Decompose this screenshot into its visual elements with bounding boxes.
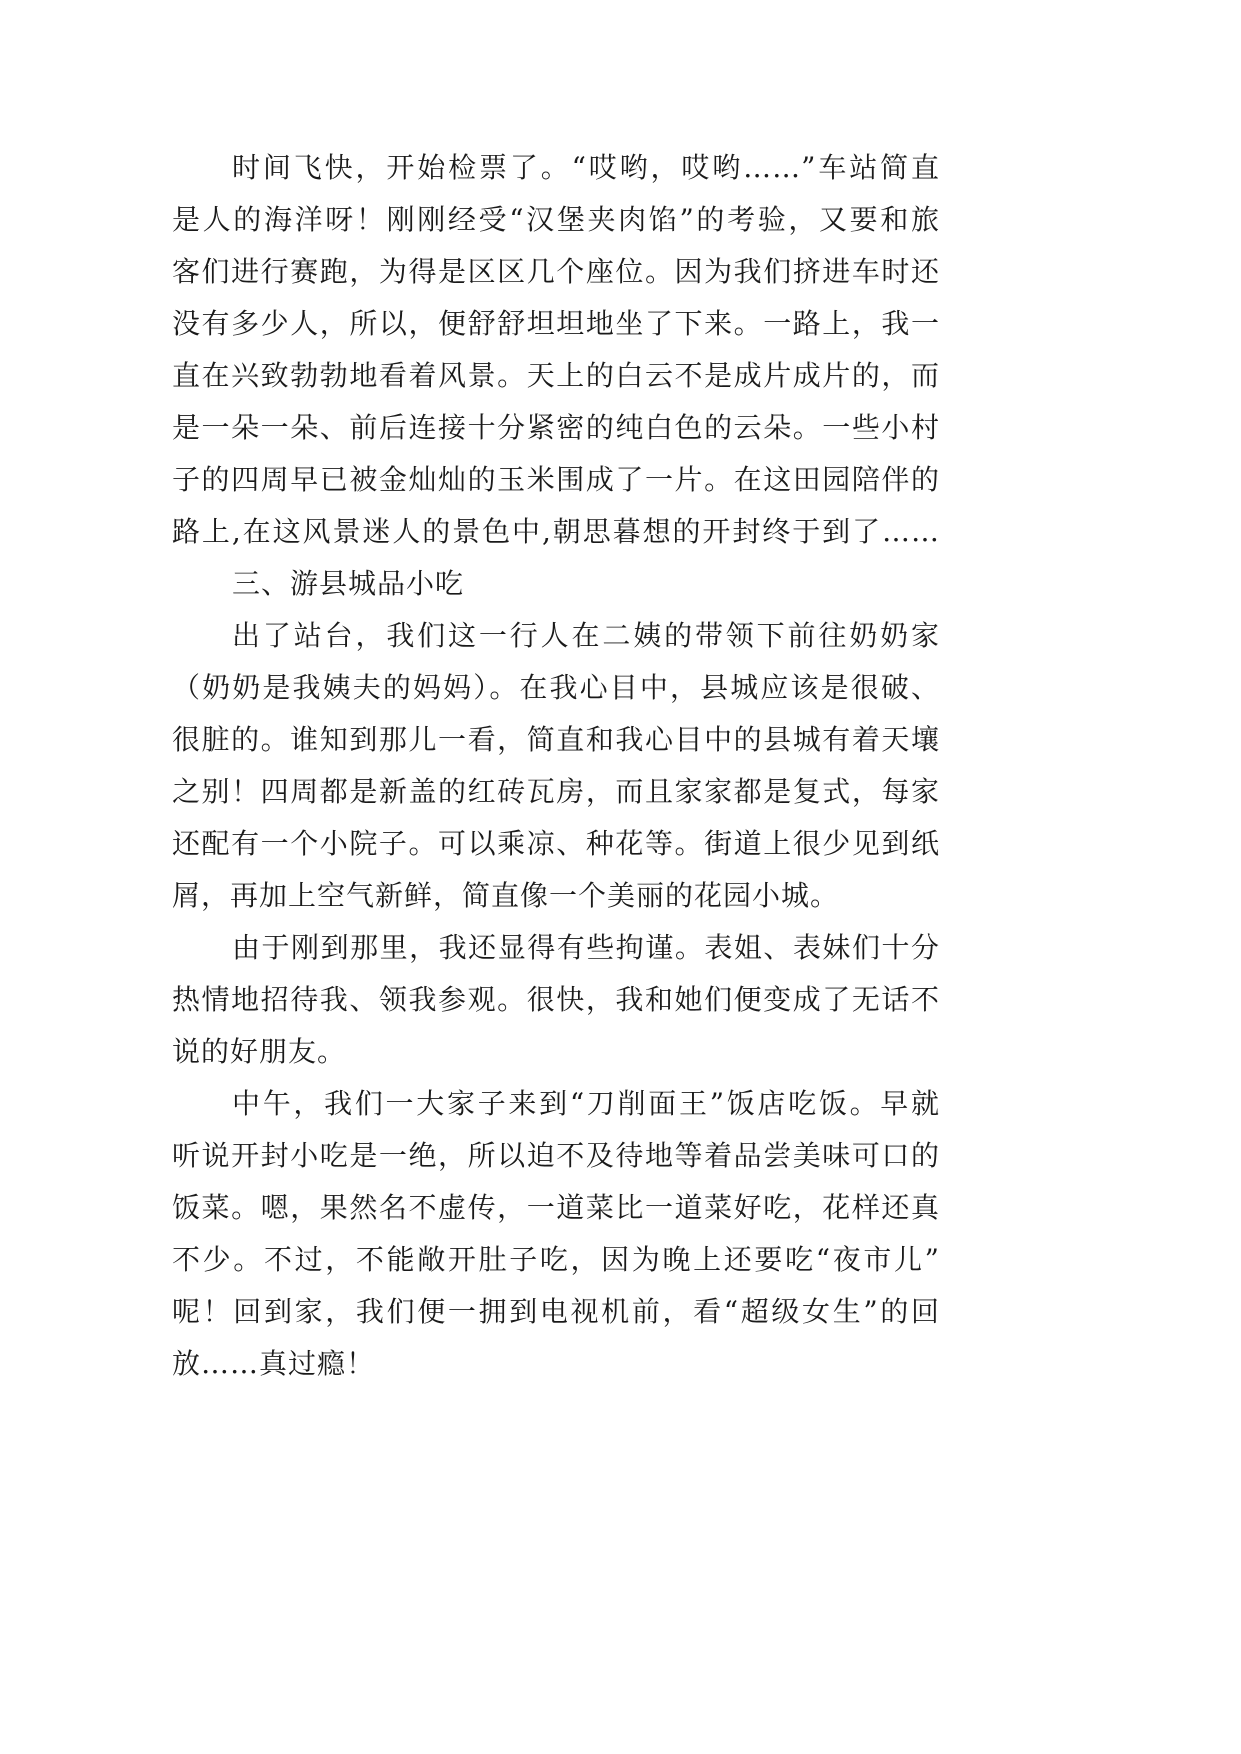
text-line: 时间飞快，开始检票了。“哎哟，哎哟……”车站简直 [232, 151, 940, 184]
text-line: 不少。不过，不能敞开肚子吃，因为晚上还要吃“夜市儿” [172, 1243, 940, 1276]
paragraph [172, 1078, 940, 1390]
text-line: 听说开封小吃是一绝，所以迫不及待地等着品尝美味可口的 [172, 1139, 940, 1172]
text-line: 中午，我们一大家子来到“刀削面王”饭店吃饭。早就 [232, 1087, 940, 1120]
text-line: 是人的海洋呀！刚刚经受“汉堡夹肉馅”的考验，又要和旅 [172, 203, 940, 236]
text-line: 屑，再加上空气新鲜，简直像一个美丽的花园小城。 [172, 879, 840, 912]
text-line: 路上,在这风景迷人的景色中,朝思暮想的开封终于到了…… [172, 515, 940, 548]
text-line: 说的好朋友。 [172, 1035, 347, 1068]
body-text [172, 142, 940, 1390]
text-line: 饭菜。嗯，果然名不虚传，一道菜比一道菜好吃，花样还真 [172, 1191, 940, 1224]
paragraph [172, 610, 940, 922]
text-line: 还配有一个小院子。可以乘凉、种花等。街道上很少见到纸 [172, 827, 940, 860]
text-line: 由于刚到那里，我还显得有些拘谨。表姐、表妹们十分 [232, 931, 940, 964]
text-line: 出了站台，我们这一行人在二姨的带领下前往奶奶家 [232, 619, 940, 652]
text-line: 很脏的。谁知到那儿一看，简直和我心目中的县城有着天壤 [172, 723, 940, 756]
text-line: （奶奶是我姨夫的妈妈）。在我心目中，县城应该是很破、 [172, 671, 940, 704]
paragraph [172, 142, 940, 558]
text-line: 是一朵一朵、前后连接十分紧密的纯白色的云朵。一些小村 [172, 411, 940, 444]
text-line: 放……真过瘾！ [172, 1347, 376, 1380]
text-line: 没有多少人，所以，便舒舒坦坦地坐了下来。一路上，我一 [172, 307, 940, 340]
text-line: 直在兴致勃勃地看着风景。天上的白云不是成片成片的，而 [172, 359, 940, 392]
section-heading [172, 558, 940, 610]
text-line: 子的四周早已被金灿灿的玉米围成了一片。在这田园陪伴的 [172, 463, 940, 496]
text-line: 之别！四周都是新盖的红砖瓦房，而且家家都是复式，每家 [172, 775, 940, 808]
text-line: 客们进行赛跑，为得是区区几个座位。因为我们挤进车时还 [172, 255, 940, 288]
paragraph [172, 922, 940, 1078]
section-heading-text: 三、游县城品小吃 [232, 567, 465, 600]
text-line: 热情地招待我、领我参观。很快，我和她们便变成了无话不 [172, 983, 940, 1016]
text-line: 呢！回到家，我们便一拥到电视机前，看“超级女生”的回 [172, 1295, 940, 1328]
